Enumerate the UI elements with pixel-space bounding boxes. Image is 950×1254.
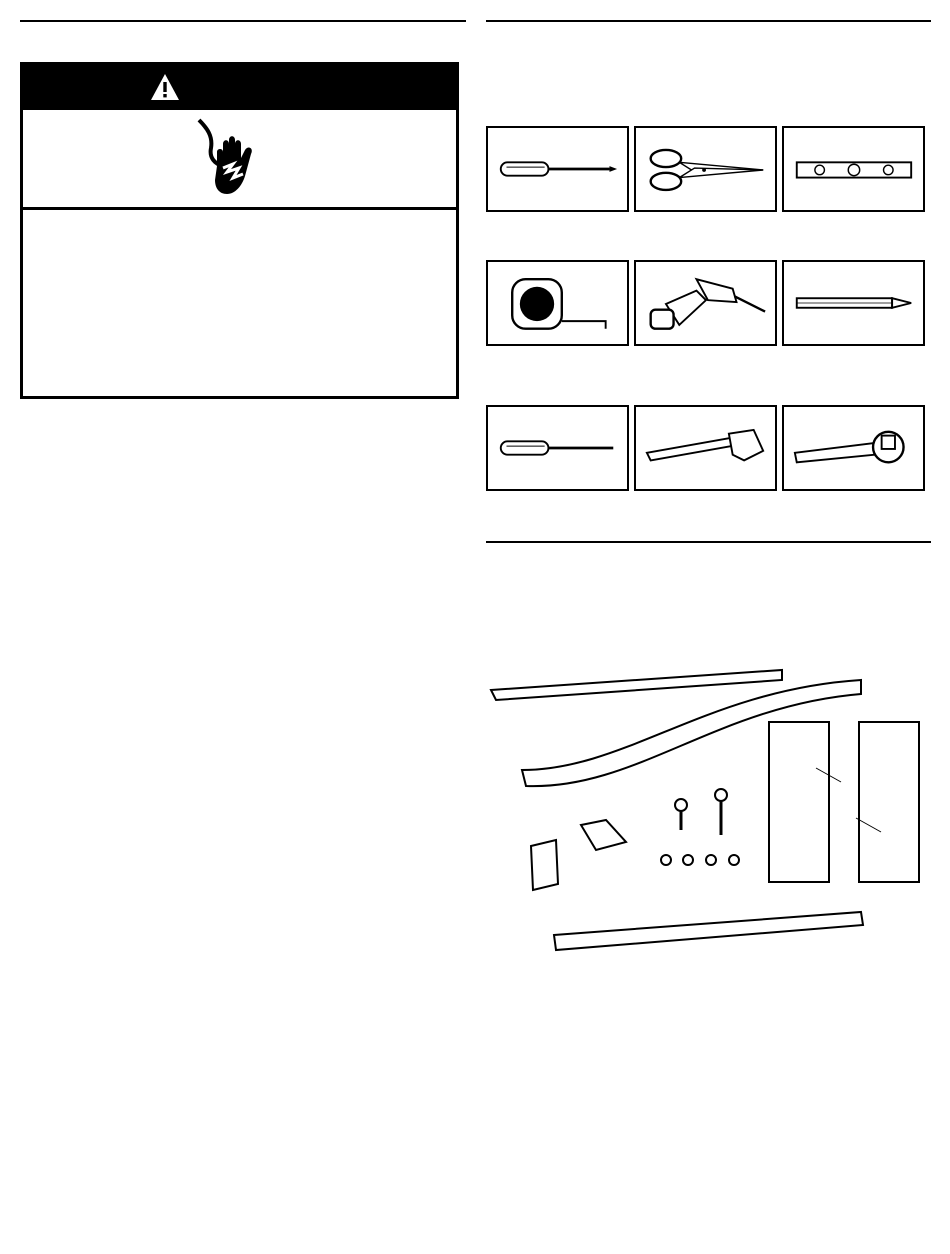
tool-phillips-screwdriver [486,126,629,212]
warning-symbol-area [23,110,456,210]
level-icon [784,128,923,210]
tool-tape-measure [486,260,629,346]
warning-header [23,65,456,110]
electrical-shock-hand-icon [193,114,273,204]
angle-bracket-left [531,840,558,890]
tools-section-rule [486,20,931,22]
flat-blade-screwdriver-icon [488,407,627,489]
tool-level [782,126,925,212]
sill-support-rail [554,912,863,950]
top-filler-strip [491,670,782,700]
tool-scissors [634,126,777,212]
parts-section-rule [486,541,931,543]
warning-box [20,62,459,399]
socket-wrench-icon [784,407,923,489]
adjustable-wrench-icon [636,407,775,489]
tool-flat-screwdriver [486,405,629,491]
screws [661,789,739,865]
warning-triangle-icon [150,73,180,101]
angle-bracket-right [581,820,626,850]
tool-socket-wrench [782,405,925,491]
left-section-rule [20,20,466,22]
phillips-screwdriver-icon [488,128,627,210]
scissors-icon [636,128,775,210]
side-curtain-left [769,722,829,882]
tape-measure-icon [488,262,627,344]
side-curtain-right [859,722,919,882]
tool-pencil [782,260,925,346]
parts-illustration [486,660,931,960]
drill-icon [636,262,775,344]
pencil-icon [784,262,923,344]
tool-adjustable-wrench [634,405,777,491]
tool-drill [634,260,777,346]
